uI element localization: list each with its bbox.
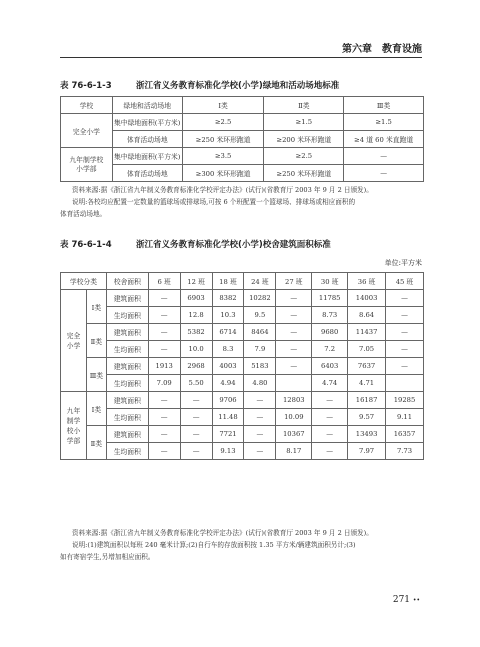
table2-class-name: Ⅰ类 xyxy=(86,392,106,426)
table2 xyxy=(60,272,424,460)
table-cell: ≥1.5 xyxy=(264,114,344,131)
table2-header-cell: 30 班 xyxy=(312,273,348,290)
table-cell: 13493 xyxy=(348,426,386,443)
table1-header-cell: Ⅱ类 xyxy=(264,97,344,114)
table-cell: — xyxy=(312,443,348,460)
table-cell: — xyxy=(244,392,276,409)
table-cell: 6714 xyxy=(212,324,244,341)
table-cell xyxy=(386,375,424,392)
table-cell: — xyxy=(276,290,312,307)
table-cell: 4.74 xyxy=(312,375,348,392)
table1-group-name: 完全小学 xyxy=(61,114,113,148)
table2-title: 浙江省义务教育标准化学校(小学)校舍建筑面积标准 xyxy=(136,240,331,250)
table-cell: — xyxy=(386,324,424,341)
table-cell: — xyxy=(244,443,276,460)
table-cell: — xyxy=(244,426,276,443)
table2-class-name: Ⅰ类 xyxy=(86,290,106,324)
table2-class-name: Ⅲ类 xyxy=(86,358,106,392)
table2-header-cell: 18 班 xyxy=(212,273,244,290)
table-cell: 4.94 xyxy=(212,375,244,392)
table-cell: 7.05 xyxy=(348,341,386,358)
table-cell: — xyxy=(276,341,312,358)
table-cell: 11.48 xyxy=(212,409,244,426)
table-row xyxy=(61,114,424,131)
page-footer-mark: •• xyxy=(412,597,420,604)
table-cell: 5.50 xyxy=(180,375,212,392)
table-cell: — xyxy=(148,409,180,426)
table1-group-name: 九年制学校小学部 xyxy=(61,148,113,182)
table1-caption xyxy=(60,79,339,91)
table2-metric-label: 生均面积 xyxy=(106,341,148,358)
table-cell: 10367 xyxy=(276,426,312,443)
table2-header-cell: 27 班 xyxy=(276,273,312,290)
table1-header-cell: Ⅲ类 xyxy=(344,97,424,114)
table2-unit: 单位:平方米 xyxy=(384,259,422,267)
table-cell: 8.17 xyxy=(276,443,312,460)
table-cell: 集中绿地面积(平方米) xyxy=(112,148,182,165)
table2-class-name: Ⅱ类 xyxy=(86,426,106,460)
table2-notes xyxy=(60,527,424,563)
table-row xyxy=(61,443,424,460)
table-cell: ≥300 米环形跑道 xyxy=(182,165,264,182)
table2-metric-label: 生均面积 xyxy=(106,375,148,392)
table-cell: 4.71 xyxy=(348,375,386,392)
table2-header-row xyxy=(61,273,424,290)
table-cell: — xyxy=(312,409,348,426)
table-cell: 10.0 xyxy=(180,341,212,358)
table-cell: — xyxy=(344,165,424,182)
table-cell: 9.13 xyxy=(212,443,244,460)
table-row xyxy=(61,358,424,375)
table2-metric-label: 生均面积 xyxy=(106,307,148,324)
table-cell: 体育活动场地 xyxy=(112,131,182,148)
table2-header-cell: 学校分类 xyxy=(61,273,107,290)
table-cell: 14003 xyxy=(348,290,386,307)
table1-notes xyxy=(60,184,424,220)
table1-header-cell: 学校 xyxy=(61,97,113,114)
table-cell: 8.73 xyxy=(312,307,348,324)
table-cell: ≥250 米环形跑道 xyxy=(264,165,344,182)
table-row xyxy=(61,375,424,392)
table-cell: — xyxy=(148,426,180,443)
table-cell: 8382 xyxy=(212,290,244,307)
table1-explanation-note-cont: 体育活动场地。 xyxy=(60,210,107,218)
table-cell: — xyxy=(276,358,312,375)
table2-header-cell: 6 班 xyxy=(148,273,180,290)
table-cell: 8.64 xyxy=(348,307,386,324)
table1-source-note: 资料来源:据《浙江省九年制义务教育标准化学校评定办法》(试行)(省教育厅 2003 年 9 月 2 日颁发)。 xyxy=(72,186,373,194)
table2-header-cell: 45 班 xyxy=(386,273,424,290)
table-cell: 7.9 xyxy=(244,341,276,358)
table2-metric-label: 建筑面积 xyxy=(106,392,148,409)
table-cell: — xyxy=(148,341,180,358)
table-cell: 7.97 xyxy=(348,443,386,460)
table-cell: 5183 xyxy=(244,358,276,375)
table2-body xyxy=(61,290,424,460)
table2-group-name: 完全小学 xyxy=(61,290,87,392)
table-cell xyxy=(276,375,312,392)
table-cell: 体育活动场地 xyxy=(112,165,182,182)
chapter-header: 第六章 教育设施 xyxy=(342,44,422,55)
table-cell: 7.09 xyxy=(148,375,180,392)
table-cell: ≥1.5 xyxy=(344,114,424,131)
table1-title: 浙江省义务教育标准化学校(小学)绿地和活动场地标准 xyxy=(136,81,340,91)
table2-metric-label: 生均面积 xyxy=(106,443,148,460)
table-cell: — xyxy=(180,392,212,409)
table-cell: — xyxy=(386,290,424,307)
table-cell: — xyxy=(180,409,212,426)
table-cell: 1913 xyxy=(148,358,180,375)
table-cell: 9.11 xyxy=(386,409,424,426)
table-cell: 6903 xyxy=(180,290,212,307)
table1-explanation-note: 说明:各校均应配置一定数量的篮球场或排球场,可按 6 个班配置一个篮球场、排球场或相应面积的 xyxy=(72,198,356,206)
table-cell: 9.5 xyxy=(244,307,276,324)
table2-metric-label: 建筑面积 xyxy=(106,290,148,307)
table-cell: 11437 xyxy=(348,324,386,341)
table1-number: 表 76-6-1-3 xyxy=(60,81,112,91)
table-cell: 2968 xyxy=(180,358,212,375)
table1-header-cell: Ⅰ类 xyxy=(182,97,264,114)
table-cell: 9706 xyxy=(212,392,244,409)
table-row xyxy=(61,341,424,358)
table-cell: — xyxy=(180,426,212,443)
table2-header-cell: 校舍面积 xyxy=(106,273,148,290)
table-cell: — xyxy=(344,148,424,165)
table-cell: 7721 xyxy=(212,426,244,443)
table2-number: 表 76-6-1-4 xyxy=(60,240,112,250)
table-cell: — xyxy=(386,358,424,375)
table-row xyxy=(61,409,424,426)
table-cell: 16187 xyxy=(348,392,386,409)
table-cell: 7.2 xyxy=(312,341,348,358)
table-cell: — xyxy=(312,392,348,409)
table-row xyxy=(61,324,424,341)
table2-caption xyxy=(60,238,331,250)
table-cell: — xyxy=(386,341,424,358)
table-cell: 集中绿地面积(平方米) xyxy=(112,114,182,131)
table-row xyxy=(61,290,424,307)
table-cell: 10282 xyxy=(244,290,276,307)
table2-metric-label: 建筑面积 xyxy=(106,324,148,341)
table-cell: 7.73 xyxy=(386,443,424,460)
table-cell: 8464 xyxy=(244,324,276,341)
table2-metric-label: 建筑面积 xyxy=(106,358,148,375)
table-cell: 7637 xyxy=(348,358,386,375)
table2-header-cell: 24 班 xyxy=(244,273,276,290)
table-row xyxy=(61,131,424,148)
table-cell: 19285 xyxy=(386,392,424,409)
table-cell: 4003 xyxy=(212,358,244,375)
table2-header-cell: 12 班 xyxy=(180,273,212,290)
table-cell: 9.57 xyxy=(348,409,386,426)
table-cell: — xyxy=(312,426,348,443)
table-row xyxy=(61,165,424,182)
table-cell: 12803 xyxy=(276,392,312,409)
table-cell: ≥250 米环形跑道 xyxy=(182,131,264,148)
table1-header-row xyxy=(61,97,424,114)
table-cell: 12.8 xyxy=(180,307,212,324)
table-cell: — xyxy=(148,392,180,409)
table2-group-name: 九年制学校小学部 xyxy=(61,392,87,460)
page-number xyxy=(393,595,420,605)
table-row xyxy=(61,426,424,443)
table-cell: — xyxy=(276,324,312,341)
table2-source-note: 资料来源:据《浙江省九年制义务教育标准化学校评定办法》(试行)(省教育厅 2003 年 9 月 2 日颁发)。 xyxy=(72,529,373,537)
table-row xyxy=(61,392,424,409)
table-cell: ≥200 米环形跑道 xyxy=(264,131,344,148)
table-cell: 4.80 xyxy=(244,375,276,392)
table2-metric-label: 生均面积 xyxy=(106,409,148,426)
table-cell: — xyxy=(148,443,180,460)
table-cell: 10.09 xyxy=(276,409,312,426)
table-cell: — xyxy=(148,290,180,307)
table2-class-name: Ⅱ类 xyxy=(86,324,106,358)
table-cell: 6403 xyxy=(312,358,348,375)
table-cell: 10.3 xyxy=(212,307,244,324)
table-cell: 8.3 xyxy=(212,341,244,358)
table-cell: ≥2.5 xyxy=(182,114,264,131)
table-cell: ≥4 道 60 米直跑道 xyxy=(344,131,424,148)
table-cell: ≥3.5 xyxy=(182,148,264,165)
table-cell: 9680 xyxy=(312,324,348,341)
table-cell: 16357 xyxy=(386,426,424,443)
table-row xyxy=(61,307,424,324)
table1 xyxy=(60,96,424,182)
table2-explanation-note-cont: 如有寄宿学生,另增加相应面积。 xyxy=(60,553,155,561)
page-number-value: 271 xyxy=(392,595,411,605)
table-cell: — xyxy=(148,324,180,341)
table-cell: 5382 xyxy=(180,324,212,341)
table2-explanation-note: 说明:(1)建筑面积以每班 240 毫米计算;(2)自行车的存放面积按 1.35 平方米/辆建筑面积另计;(3) xyxy=(72,541,356,549)
table-cell: — xyxy=(148,307,180,324)
table-cell: — xyxy=(276,307,312,324)
table-cell: 11785 xyxy=(312,290,348,307)
table-cell: ≥2.5 xyxy=(264,148,344,165)
table-cell: — xyxy=(386,307,424,324)
table-cell: — xyxy=(244,409,276,426)
table1-header-cell: 绿地和活动场地 xyxy=(112,97,182,114)
table2-metric-label: 建筑面积 xyxy=(106,426,148,443)
table-row xyxy=(61,148,424,165)
table2-header-cell: 36 班 xyxy=(348,273,386,290)
table-cell: — xyxy=(180,443,212,460)
header-rule xyxy=(60,57,422,58)
